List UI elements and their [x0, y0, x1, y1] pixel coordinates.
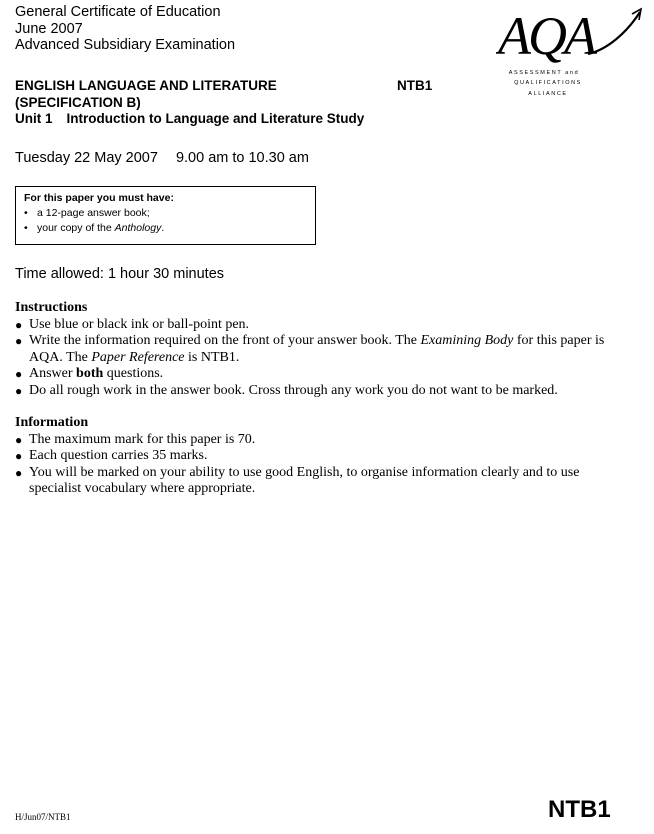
- time-allowed: Time allowed: 1 hour 30 minutes: [15, 266, 225, 282]
- exam-date-time: [15, 150, 309, 166]
- instruction-item: ● Do all rough work in the answer book. Cross through any work you do not want to be marked.: [15, 382, 558, 398]
- logo-line-1: ASSESSMENT and: [508, 70, 580, 76]
- bullet-icon: ●: [15, 367, 23, 381]
- instructions-section: [15, 300, 625, 399]
- information-item: ● You will be marked on your ability to use good English, to organise information clearly and to use specialist vocabulary where appropriate.: [15, 464, 580, 496]
- instructions-list: [15, 317, 625, 400]
- bullet-icon: ●: [15, 383, 23, 398]
- exam-date: Tuesday 22 May 2007: [15, 150, 158, 166]
- instruction-item: ● Use blue or black ink or ball-point pen.: [15, 316, 250, 332]
- paper-title-block: [15, 78, 364, 128]
- bullet-icon: ●: [15, 432, 23, 447]
- materials-heading: For this paper you must have:: [24, 192, 174, 204]
- exam-time: 9.00 am to 10.30 am: [175, 150, 309, 166]
- materials-item: • your copy of the Anthology.: [24, 222, 165, 234]
- bullet-icon: ●: [15, 317, 23, 332]
- information-item: ● The maximum mark for this paper is 70.: [15, 431, 256, 447]
- exam-session: June 2007: [15, 20, 83, 37]
- bullet-icon: ●: [15, 334, 23, 348]
- instruction-item: ● Write the information required on the front of your answer book. The Examining Body for this paper is AQA. The Paper Reference is NTB1.: [15, 333, 605, 365]
- bullet-icon: •: [24, 207, 28, 219]
- aqa-logo: [496, 4, 646, 100]
- unit-title: Introduction to Language and Literature Study: [66, 111, 365, 126]
- paper-code: NTB1: [397, 78, 433, 93]
- unit-label: Unit 1: [15, 111, 53, 126]
- instruction-item: ● Answer both questions.: [15, 366, 164, 381]
- qualification-name: General Certificate of Education: [15, 4, 221, 20]
- unit-line: [15, 111, 364, 128]
- information-item: ● Each question carries 35 marks.: [15, 448, 208, 463]
- materials-item: • a 12-page answer book;: [24, 207, 150, 219]
- subject-title: ENGLISH LANGUAGE AND LITERATURE: [15, 78, 277, 93]
- exam-header: [15, 4, 235, 54]
- bullet-icon: ●: [15, 465, 23, 480]
- footer-reference: H/Jun07/NTB1: [15, 812, 71, 822]
- materials-box: [15, 186, 316, 245]
- logo-line-3: ALLIANCE: [528, 91, 568, 97]
- logo-line-2: QUALIFICATIONS: [514, 80, 582, 86]
- instructions-heading: Instructions: [15, 300, 88, 315]
- information-list: [15, 432, 625, 498]
- bullet-icon: •: [24, 222, 28, 234]
- logo-swoosh: [588, 12, 640, 54]
- materials-list: [24, 206, 315, 236]
- exam-level: Advanced Subsidiary Examination: [15, 37, 236, 53]
- specification: (SPECIFICATION B): [15, 94, 141, 110]
- aqa-logo-graphic: [496, 4, 646, 100]
- footer-paper-code: NTB1: [548, 796, 611, 823]
- anthology-title: Anthology: [114, 222, 162, 234]
- bullet-icon: ●: [15, 449, 23, 463]
- information-section: [15, 415, 625, 498]
- information-heading: Information: [15, 415, 89, 430]
- logo-letters: AQA: [498, 6, 594, 66]
